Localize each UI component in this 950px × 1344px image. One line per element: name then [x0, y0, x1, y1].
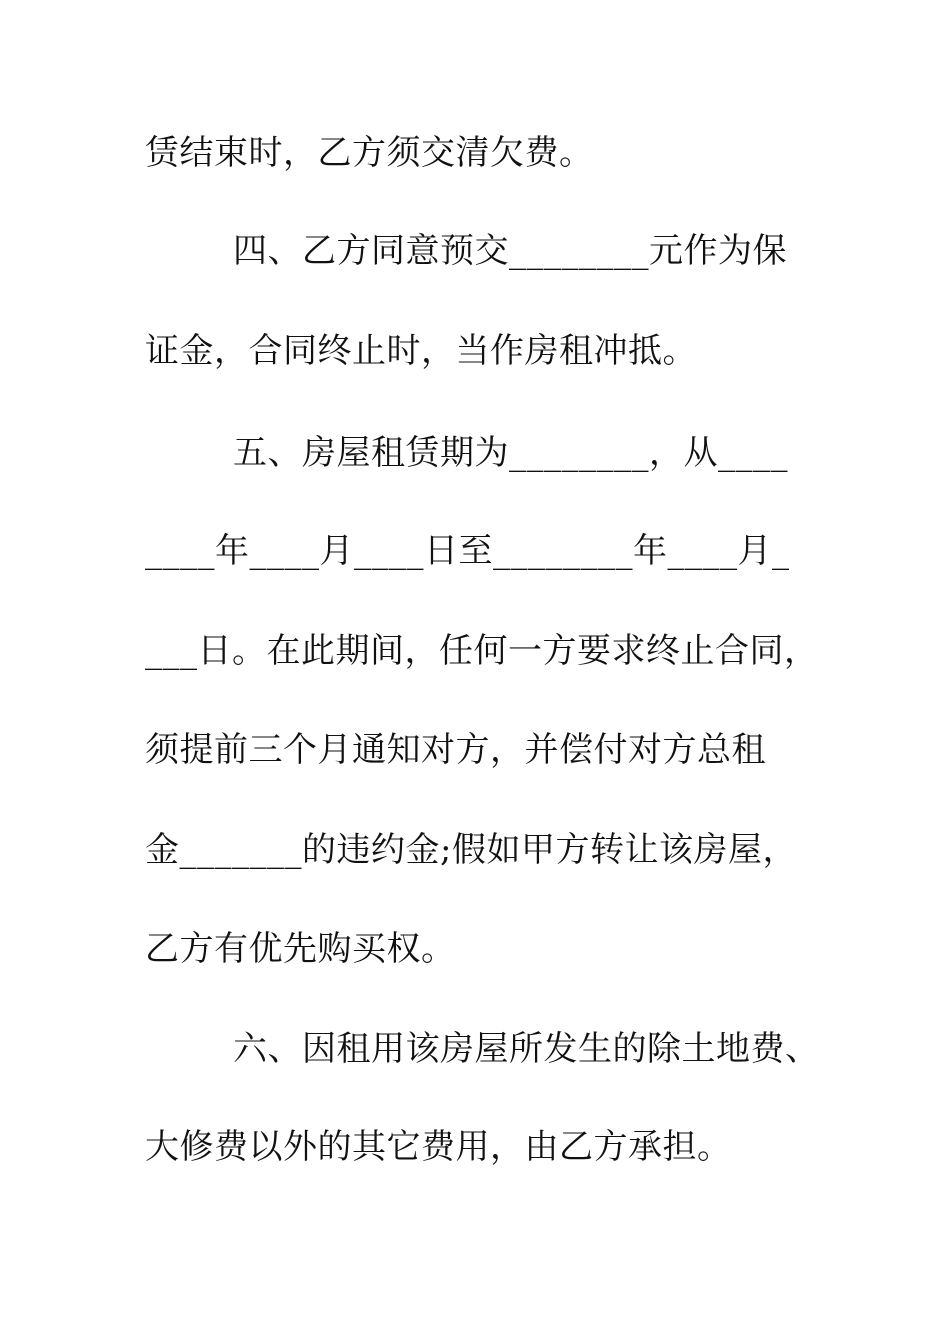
clause-6-line-1: 六、因租用该房屋所发生的除土地费、: [233, 1029, 820, 1069]
clause-5-line-1: 五、房屋租赁期为________，从____: [233, 433, 788, 473]
clause-6-line-2: 大修费以外的其它费用，由乙方承担。: [145, 1127, 732, 1167]
clause-4-line-1: 四、乙方同意预交________元作为保: [233, 231, 787, 271]
clause-5-line-5: 金_______的违约金;假如甲方转让该房屋，: [145, 830, 797, 870]
text-line-1: 赁结束时，乙方须交清欠费。: [145, 133, 594, 173]
clause-5-line-3: ___日。在此期间，任何一方要求终止合同，: [145, 631, 819, 671]
clause-4-line-2: 证金，合同终止时，当作房租冲抵。: [145, 331, 697, 371]
clause-5-line-2: ____年____月____日至________年____月_: [145, 531, 790, 571]
clause-5-line-6: 乙方有优先购买权。: [145, 929, 456, 969]
clause-5-line-4: 须提前三个月通知对方，并偿付对方总租: [145, 730, 766, 770]
